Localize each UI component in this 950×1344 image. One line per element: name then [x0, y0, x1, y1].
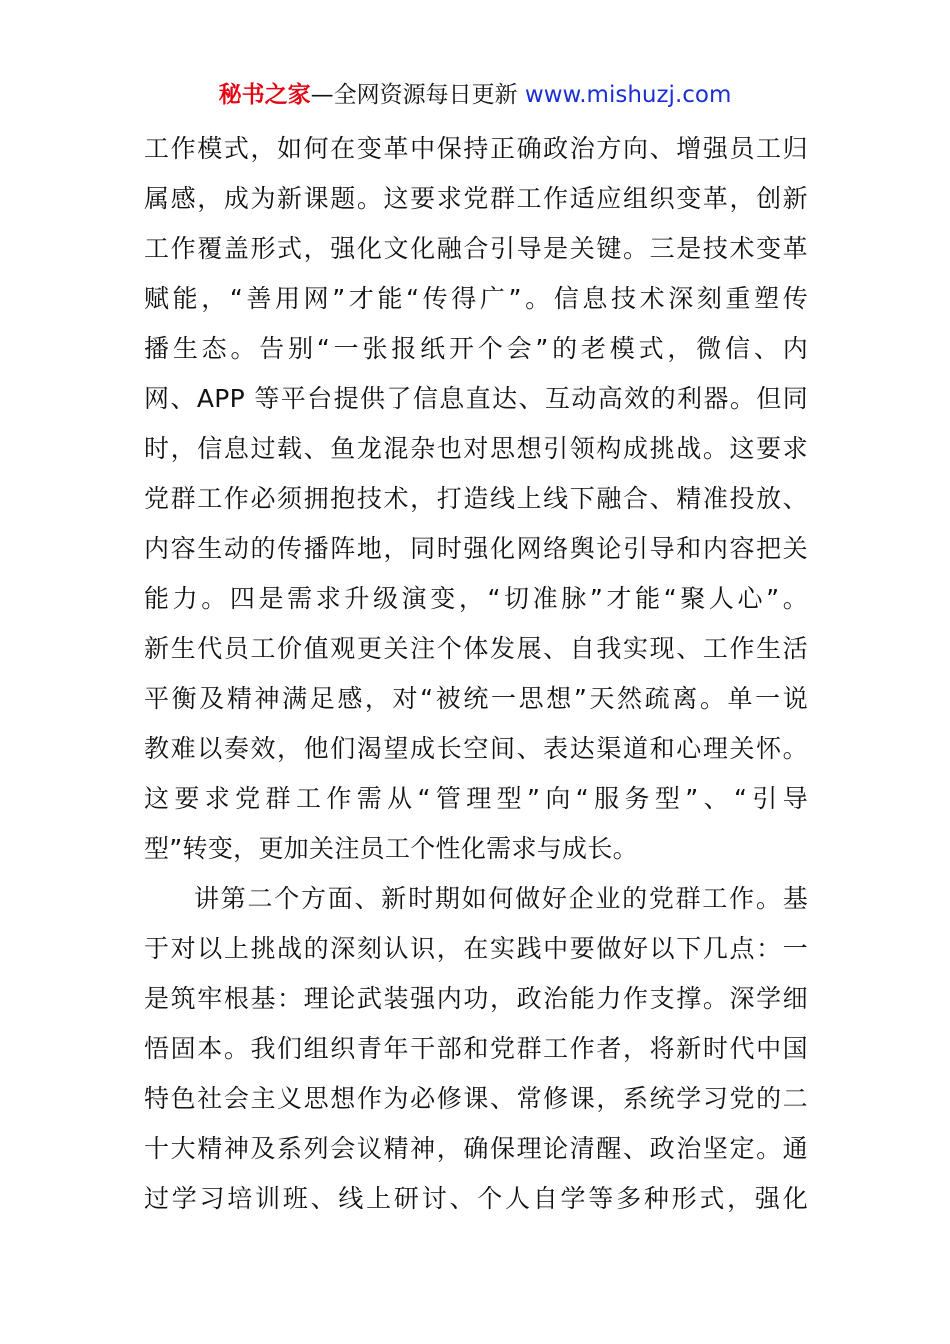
text-line-paragraph-end: 型”转变，更加关注员工个性化需求与成长。	[144, 834, 638, 863]
text-line: 能力。四是需求升级演变，“切准脉”才能“聚人心”。	[144, 584, 808, 613]
text-line: 于对以上挑战的深刻认识，在实践中要做好以下几点：一	[144, 934, 808, 963]
document-body	[144, 124, 808, 1224]
text-line: 十大精神及系列会议精神，确保理论清醒、政治坚定。通	[144, 1134, 808, 1163]
text-line: 党群工作必须拥抱技术，打造线上线下融合、精准投放、	[144, 484, 808, 513]
text-line: 内容生动的传播阵地，同时强化网络舆论引导和内容把关	[144, 534, 808, 563]
text-line: 平衡及精神满足感，对“被统一思想”天然疏离。单一说	[144, 684, 808, 713]
text-line: 赋能，“善用网”才能“传得广”。信息技术深刻重塑传	[144, 284, 808, 313]
text-line-paragraph-start: 讲第二个方面、新时期如何做好企业的党群工作。基	[194, 884, 808, 913]
text-line: 特色社会主义思想作为必修课、常修课，系统学习党的二	[144, 1084, 808, 1113]
text-line: 这要求党群工作需从“管理型”向“服务型”、“引导	[144, 784, 808, 813]
text-line: 时，信息过载、鱼龙混杂也对思想引领构成挑战。这要求	[144, 434, 808, 463]
text-line: 播生态。告别“一张报纸开个会”的老模式，微信、内	[144, 334, 808, 363]
text-line: 过学习培训班、线上研讨、个人自学等多种形式，强化	[144, 1184, 808, 1213]
site-tagline: —全网资源每日更新	[310, 82, 525, 108]
text-line: 新生代员工价值观更关注个体发展、自我实现、工作生活	[144, 634, 808, 663]
text-line: 属感，成为新课题。这要求党群工作适应组织变革，创新	[144, 184, 808, 213]
site-url[interactable]: www.mishuzj.com	[524, 82, 732, 108]
text-line: 悟固本。我们组织青年干部和党群工作者，将新时代中国	[144, 1034, 808, 1063]
text-line: 是筑牢根基：理论武装强内功，政治能力作支撑。深学细	[144, 984, 808, 1013]
text-line: 工作覆盖形式，强化文化融合引导是关键。三是技术变革	[144, 234, 808, 263]
site-brand: 秘书之家	[218, 82, 311, 108]
text-line: 教难以奏效，他们渴望成长空间、表达渠道和心理关怀。	[144, 734, 808, 763]
site-header	[0, 80, 950, 110]
text-line: 网、APP 等平台提供了信息直达、互动高效的利器。但同	[144, 384, 808, 413]
text-line: 工作模式，如何在变革中保持正确政治方向、增强员工归	[144, 134, 808, 163]
